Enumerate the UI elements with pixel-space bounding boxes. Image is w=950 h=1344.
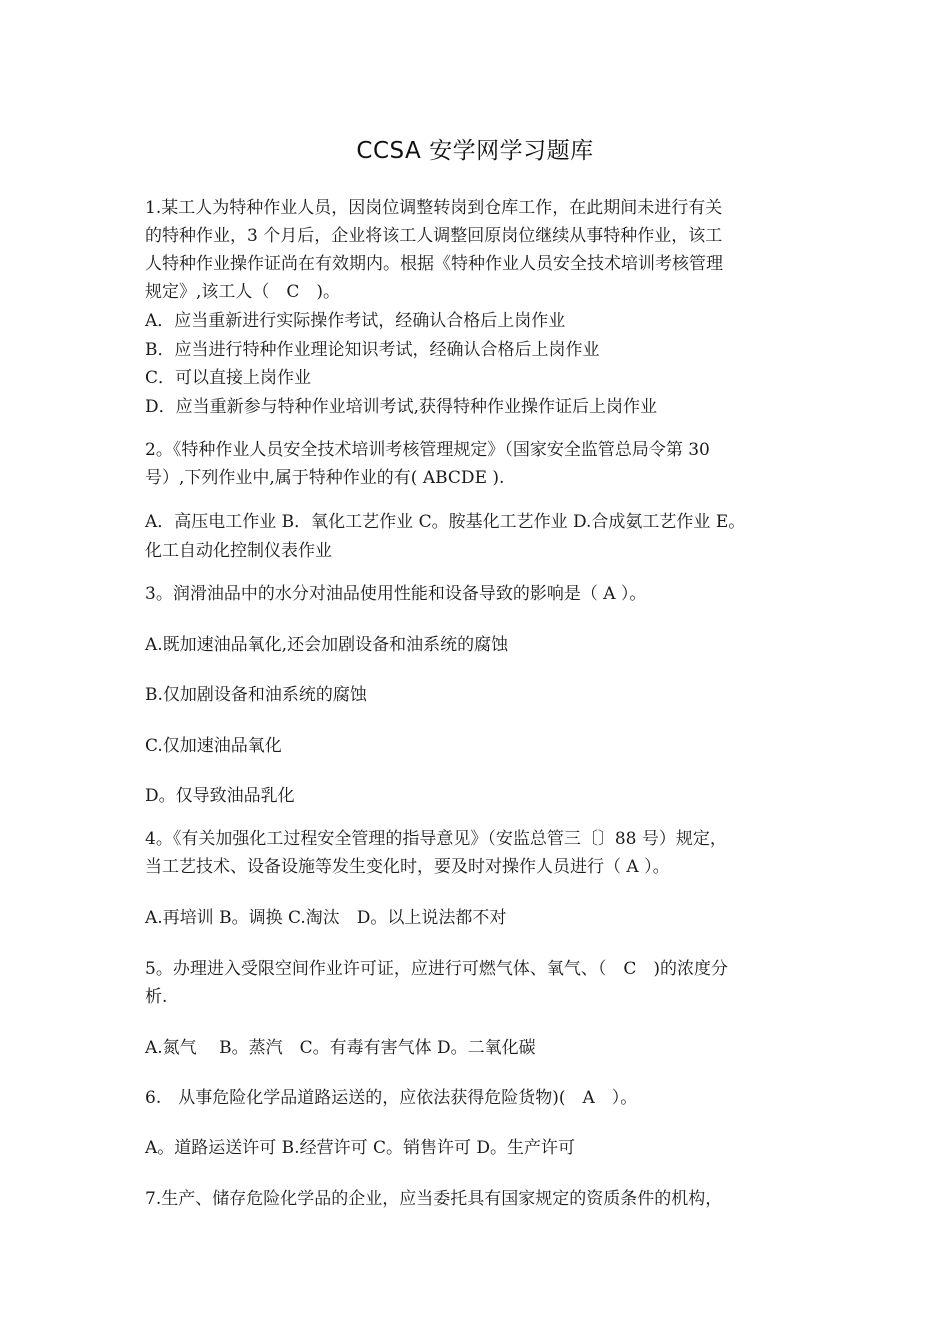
q2-line-1: 2。《特种作业人员安全技术培训考核管理规定》（国家安全监管总局令第 30 (145, 440, 710, 460)
document-title: CCSA 安学网学习题库 (356, 138, 594, 164)
q5-line-2: 析. (145, 987, 168, 1007)
q5-line-1: 5。办理进入受限空间作业许可证，应进行可燃气体、氧气、（ C )的浓度分 (145, 959, 728, 979)
q3-option-b: B.仅加剧设备和油系统的腐蚀 (145, 685, 367, 705)
q3-option-d: D。仅导致油品乳化 (145, 786, 295, 806)
q4-line-2: 当工艺技术、设备设施等发生变化时，要及时对操作人员进行（ A ）。 (145, 857, 670, 877)
q1-option-d: D．应当重新参与特种作业培训考试,获得特种作业操作证后上岗作业 (145, 397, 658, 417)
q1-option-c: C．可以直接上岗作业 (145, 368, 312, 388)
q4-line-1: 4。《有关加强化工过程安全管理的指导意见》（安监总管三〔〕88 号）规定， (145, 829, 727, 849)
q1-option-a: A．应当重新进行实际操作考试，经确认合格后上岗作业 (145, 311, 566, 331)
q1-line-4: 规定》,该工人（ C )。 (145, 282, 341, 302)
q3-option-c: C.仅加速油品氧化 (145, 736, 282, 756)
q6-question: 6. 从事危险化学品道路运送的，应依法获得危险货物)( A ）。 (145, 1088, 638, 1108)
q1-line-2: 的特种作业，3 个月后，企业将该工人调整回原岗位继续从事特种作业，该工 (145, 226, 723, 246)
q7-line-1: 7.生产、储存危险化学品的企业，应当委托具有国家规定的资质条件的机构， (145, 1189, 723, 1209)
q2-options-line-1: A．高压电工作业 B．氧化工艺作业 C。胺基化工艺作业 D.合成氨工艺作业 E。 (145, 512, 746, 532)
q3-question: 3。润滑油品中的水分对油品使用性能和设备导致的影响是（ A ）。 (145, 584, 647, 604)
q1-line-3: 人特种作业操作证尚在有效期内。根据《特种作业人员安全技术培训考核管理 (145, 254, 723, 274)
q5-options: A.氮气 B。蒸汽 C。有毒有害气体 D。二氧化碳 (145, 1038, 536, 1058)
q4-options: A.再培训 B。调换 C.淘汰 D。以上说法都不对 (145, 908, 507, 928)
q1-option-b: B．应当进行特种作业理论知识考试，经确认合格后上岗作业 (145, 340, 600, 360)
q2-line-2: 号）,下列作业中,属于特种作业的有( ABCDE ). (145, 468, 505, 488)
q1-line-1: 1.某工人为特种作业人员，因岗位调整转岗到仓库工作，在此期间未进行有关 (145, 198, 723, 218)
q6-options: A。道路运送许可 B.经营许可 C。销售许可 D。生产许可 (145, 1138, 576, 1158)
q3-option-a: A.既加速油品氧化,还会加剧设备和油系统的腐蚀 (145, 635, 509, 655)
q2-options-line-2: 化工自动化控制仪表作业 (145, 541, 332, 561)
